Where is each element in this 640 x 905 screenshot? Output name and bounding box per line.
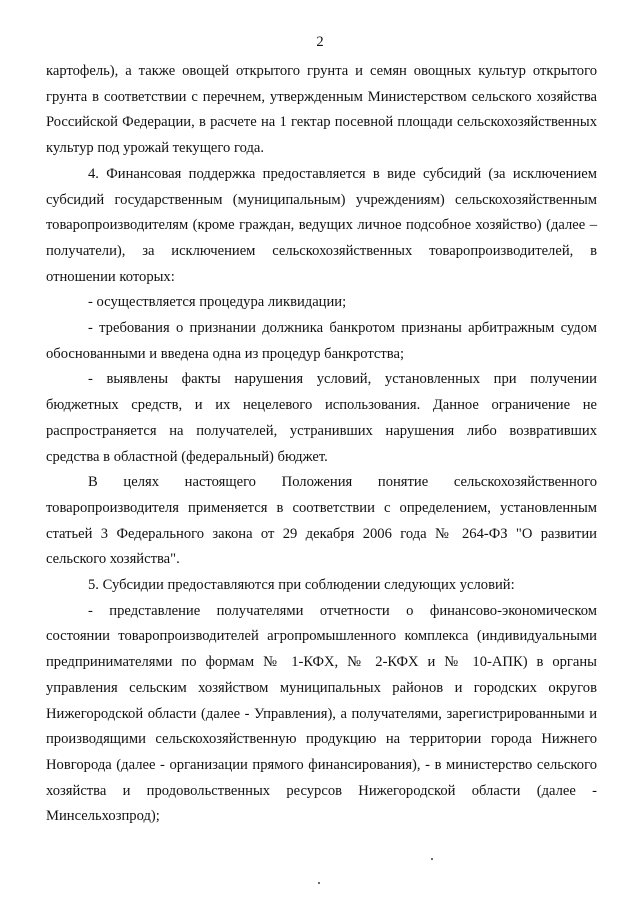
paragraph-item-5: 5. Субсидии предоставляются при соблюдении следующих условий:	[88, 577, 515, 594]
document-body	[46, 59, 597, 830]
list-item-violations: - выявлены факты нарушения условий, установленных при получении бюджетных средств, и их нецелевого использования. Данное ограничение не распространяется на получателей, устранивших нарушения либо возвративших средства в областной (федеральный) бюджет.	[46, 371, 597, 465]
list-item-bankruptcy: - требования о признании должника банкротом признаны арбитражным судом обоснованными и введена одна из процедур банкротства;	[46, 320, 597, 362]
paragraph-item-4: 4. Финансовая поддержка предоставляется в виде субсидий (за исключением субсидий государственным (муниципальным) учреждениям) сельскохозяйственным товаропроизводителям (кроме граждан, ведущих личное подсобное хозяйство) (далее – получатели), за исключением сельскохозяйственных товаропроизводителей, в отношении которых:	[46, 165, 597, 285]
list-item-liquidation: - осуществляется процедура ликвидации;	[88, 294, 347, 311]
scan-speck	[431, 858, 433, 860]
scan-speck	[318, 882, 320, 884]
paragraph-definition: В целях настоящего Положения понятие сельскохозяйственного товаропроизводителя применяется в соответствии с определением, установленным статьей 3 Федерального закона от 29 декабря 2006 года № 264-ФЗ "О развитии сельского хозяйства".	[46, 474, 597, 568]
page-number: 2	[316, 34, 324, 50]
list-item-reporting: - представление получателями отчетности о финансово-экономическом состоянии товаропроизводителей агропромышленного комплекса (индивидуальными предпринимателями по формам № 1-КФХ, № 2-КФХ и № 10-АПК) в органы управления сельским хозяйством муниципальных районов и городских округов Нижегородской области (далее - Управления), а получателями, зарегистрированными и производящими сельскохозяйственную продукцию на территории города Нижнего Новгорода (далее - организации прямого финансирования), - в министерство сельского хозяйства и продовольственных ресурсов Нижегородской области (далее - Минсельхозпрод);	[46, 602, 597, 825]
paragraph-continuation: картофель), а также овощей открытого грунта и семян овощных культур открытого грунта в соответствии с перечнем, утвержденным Министерством сельского хозяйства Российской Федерации, в расчете на 1 гектар посевной площади сельскохозяйственных культур под урожай текущего года.	[46, 63, 597, 157]
